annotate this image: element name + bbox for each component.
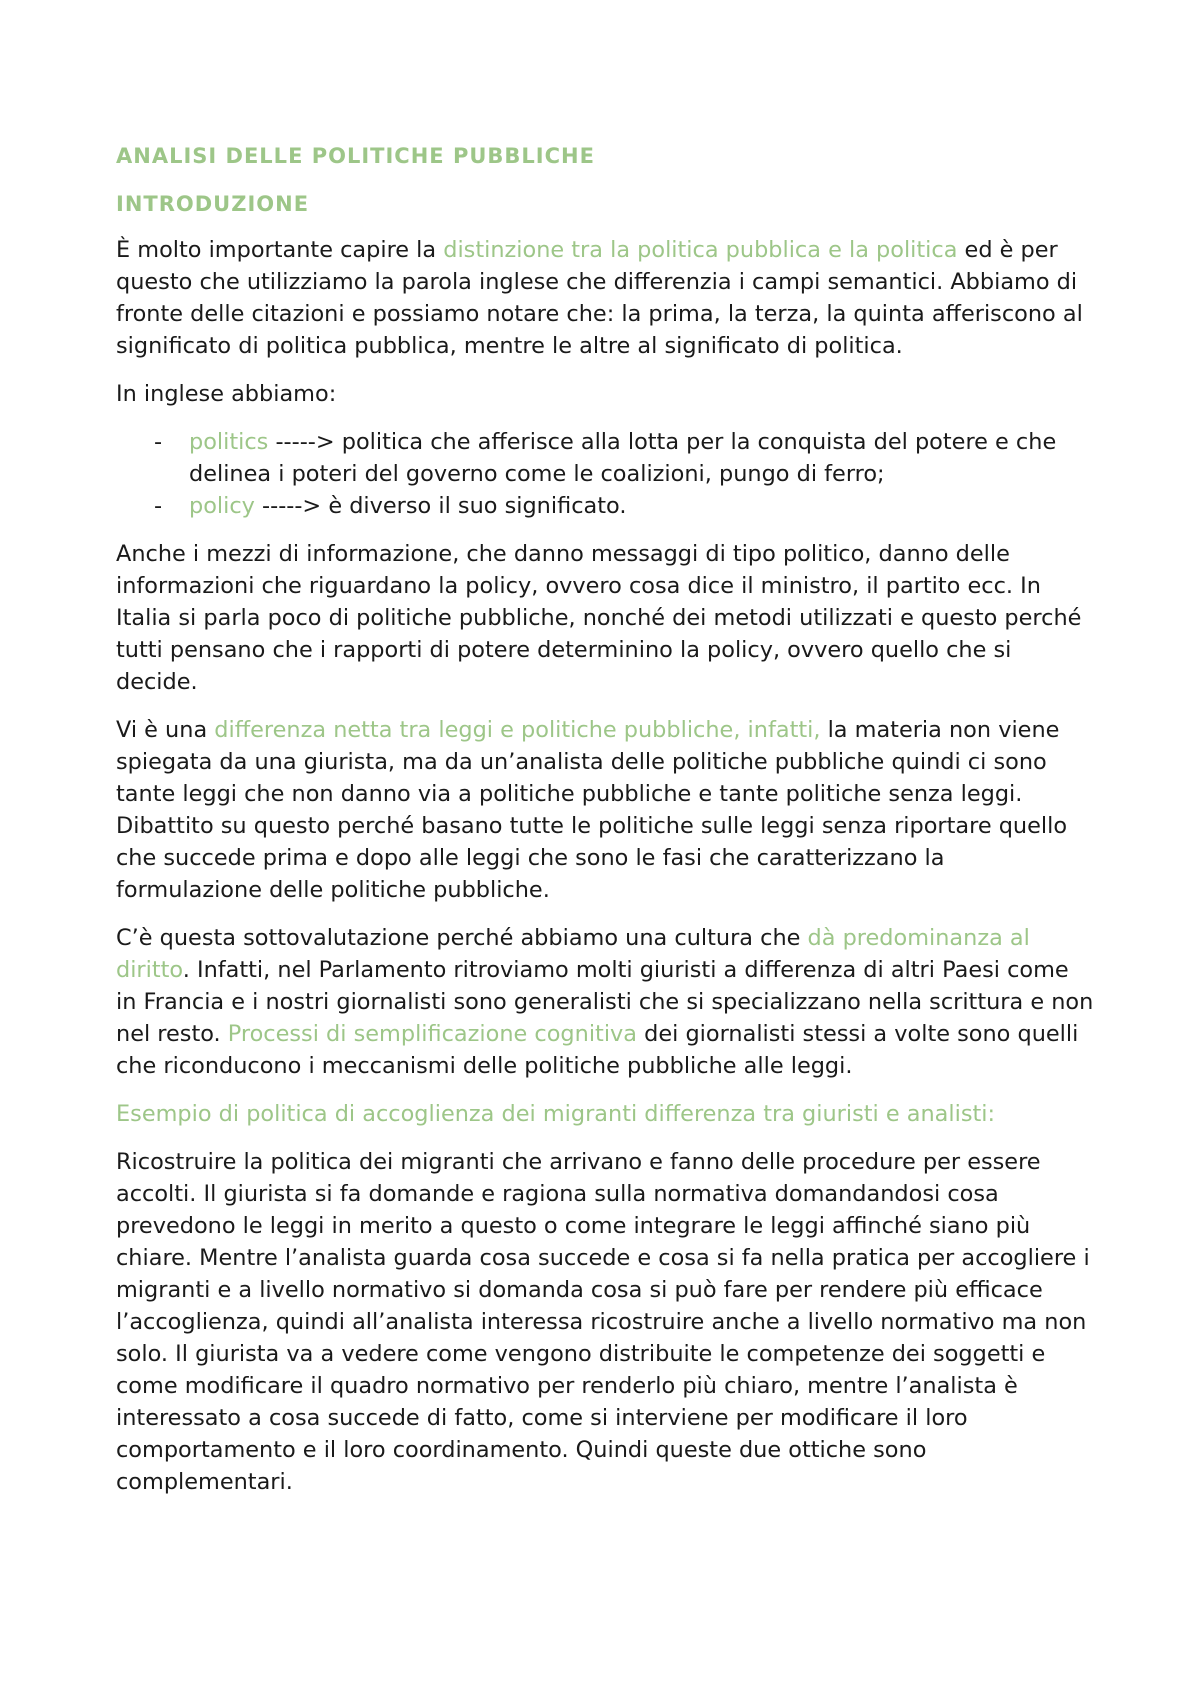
list-item-text: -----> è diverso il suo significato. bbox=[254, 493, 627, 519]
list-item-policy bbox=[116, 490, 1096, 522]
paragraph-text: la materia non viene spiegata da una giurista, ma da un’analista delle politiche pubbliche quindi ci sono tante leggi che non danno via a politiche pubbliche e tante politiche senza leggi. Dibattito su questo perché basano tutte le politiche sulle leggi senza riportare quello che succede prima e dopo alle leggi che sono le fasi che caratterizzano la formulazione delle politiche pubbliche. bbox=[116, 717, 1068, 903]
paragraph-text: Vi è una bbox=[116, 717, 215, 743]
paragraph-leggi-politiche bbox=[116, 714, 1096, 906]
document-page bbox=[116, 142, 1096, 1514]
highlighted-phrase: distinzione tra la politica pubblica e la politica bbox=[443, 237, 958, 263]
paragraph-mezzi-informazione: Anche i mezzi di informazione, che danno messaggi di tipo politico, danno delle informazioni che riguardano la policy, ovvero cosa dice il ministro, il partito ecc. In Italia si parla poco di politiche pubbliche, nonché dei metodi utilizzati e questo perché tutti pensano che i rapporti di potere determinino la policy, ovvero quello che si decide. bbox=[116, 541, 1082, 695]
term-list bbox=[116, 426, 1096, 522]
paragraph-in-inglese: In inglese abbiamo: bbox=[116, 381, 337, 407]
term-policy: policy bbox=[189, 493, 255, 519]
paragraph-text: C’è questa sottovalutazione perché abbiamo una cultura che bbox=[116, 925, 808, 951]
list-item-text: -----> politica che afferisce alla lotta per la conquista del potere e che delinea i poteri del governo come le coalizioni, pungo di ferro; bbox=[189, 429, 1057, 487]
paragraph-sottovalutazione bbox=[116, 922, 1096, 1082]
highlighted-phrase: dà predominanza al diritto bbox=[116, 925, 1030, 983]
dash-bullet: - bbox=[154, 429, 163, 455]
term-politics: politics bbox=[189, 429, 269, 455]
section-heading-introduzione: INTRODUZIONE bbox=[116, 192, 310, 216]
list-item-politics bbox=[116, 426, 1096, 490]
example-heading: Esempio di politica di accoglienza dei migranti differenza tra giuristi e analisti: bbox=[116, 1101, 996, 1127]
dash-bullet: - bbox=[154, 493, 163, 519]
paragraph-distinzione bbox=[116, 234, 1096, 362]
document-title: ANALISI DELLE POLITICHE PUBBLICHE bbox=[116, 144, 595, 168]
highlighted-phrase: differenza netta tra leggi e politiche pubbliche, infatti, bbox=[214, 717, 821, 743]
paragraph-text: dei giornalisti stessi a volte sono quelli che riconducono i meccanismi delle politiche pubbliche alle leggi. bbox=[116, 1021, 1079, 1079]
paragraph-text: . Infatti, nel Parlamento ritroviamo molti giuristi a differenza di altri Paesi come in Francia e i nostri giornalisti sono generalisti che si specializzano nella scrittura e non nel resto. bbox=[116, 957, 1094, 1047]
highlighted-phrase: Processi di semplificazione cognitiva bbox=[227, 1021, 638, 1047]
paragraph-text: ed è per questo che utilizziamo la parola inglese che differenzia i campi semantici. Abbiamo di fronte delle citazioni e possiamo notare che: la prima, la terza, la quinta afferiscono al significato di politica pubblica, mentre le altre al significato di politica. bbox=[116, 237, 1083, 359]
paragraph-esempio-migranti: Ricostruire la politica dei migranti che arrivano e fanno delle procedure per essere accolti. Il giurista si fa domande e ragiona sulla normativa domandandosi cosa prevedono le leggi in merito a questo o come integrare le leggi affinché siano più chiare. Mentre l’analista guarda cosa succede e cosa si fa nella pratica per accogliere i migranti e a livello normativo si domanda cosa si può fare per rendere più efficace l’accoglienza, quindi all’analista interessa ricostruire anche a livello normativo ma non solo. Il giurista va a vedere come vengono distribuite le competenze dei soggetti e come modificare il quadro normativo per renderlo più chiaro, mentre l’analista è interessato a cosa succede di fatto, come si interviene per modificare il loro comportamento e il loro coordinamento. Quindi queste due ottiche sono complementari. bbox=[116, 1149, 1090, 1495]
paragraph-text: È molto importante capire la bbox=[116, 237, 444, 263]
